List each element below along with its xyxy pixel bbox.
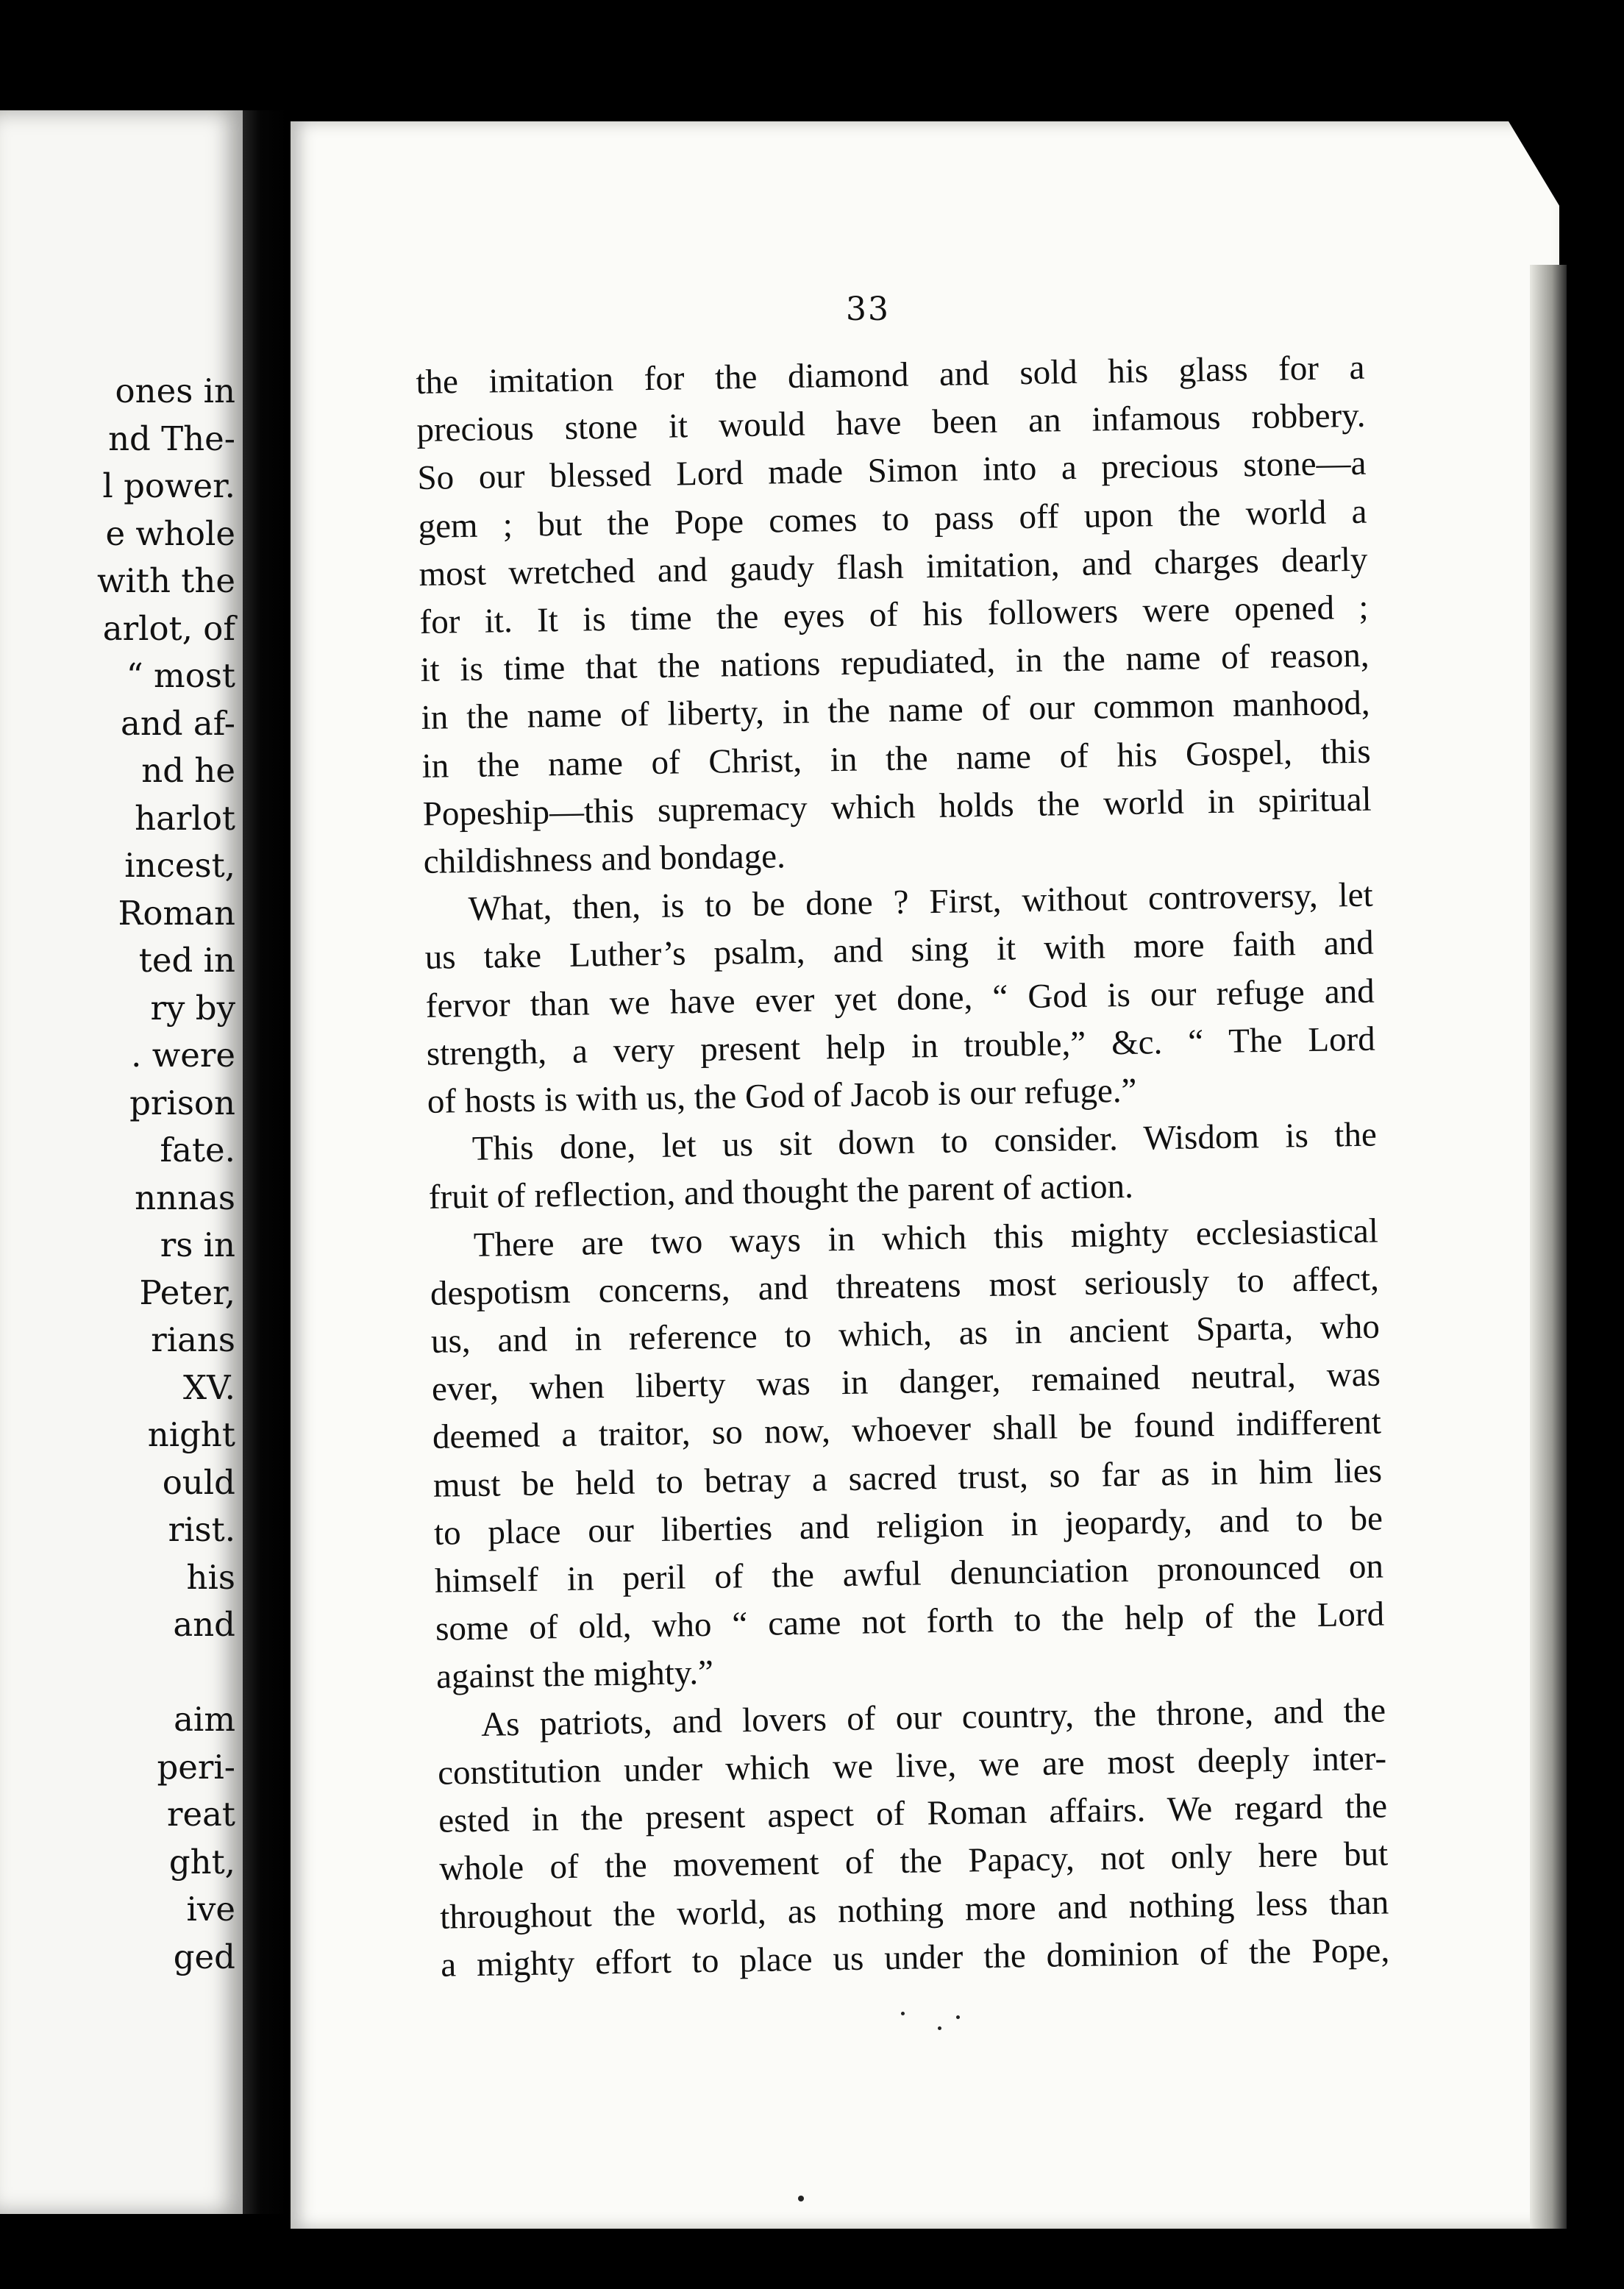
body-line: some of old, who “ came not forth to the help of the Lord: [435, 1595, 1385, 1649]
facing-page-line: fate.: [160, 1131, 235, 1170]
body-line: the imitation for the diamond and sold his glass for a: [416, 348, 1365, 402]
facing-page-line: reat: [166, 1795, 235, 1834]
facing-page-line: and af-: [120, 703, 235, 743]
facing-page-line: ry by: [150, 988, 235, 1028]
body-line: precious stone it would have been an infamous robbery.: [416, 396, 1366, 450]
body-line: gem ; but the Pope comes to pass off upon the world a: [418, 492, 1367, 546]
facing-page-line: and: [173, 1605, 235, 1644]
body-line: deemed a traitor, so now, whoever shall be found indifferent: [432, 1403, 1382, 1457]
body-line: in the name of liberty, in the name of our common manhood,: [421, 684, 1370, 738]
facing-page-line: l power.: [102, 466, 235, 505]
print-speck: [798, 2196, 804, 2201]
facing-page-line: arlot, of: [102, 608, 235, 648]
facing-page-line: incest,: [124, 846, 235, 885]
body-line: What, then, is to be done ? First, without controversy, let: [468, 875, 1374, 929]
facing-page-line: XV.: [183, 1367, 235, 1407]
facing-page-line: nd The-: [108, 419, 235, 458]
facing-page-line: nd he: [141, 751, 235, 790]
facing-page-line: . were: [131, 1036, 235, 1075]
facing-page-line: harlot: [135, 798, 235, 838]
body-line: fruit of reflection, and thought the parent of action.: [428, 1167, 1134, 1217]
body-line: us, and in reference to which, as in ancient Sparta, who: [430, 1307, 1381, 1361]
body-line: despotism concerns, and threatens most seriously to affect,: [430, 1259, 1380, 1313]
facing-page-line: aim: [174, 1700, 235, 1739]
body-line: So our blessed Lord made Simon into a precious stone—a: [417, 444, 1367, 498]
page-number: 33: [846, 291, 890, 328]
print-speck: [901, 2012, 905, 2015]
facing-page-line: ged: [173, 1937, 235, 1976]
body-line: As patriots, and lovers of our country, the throne, and the: [480, 1691, 1386, 1744]
facing-page-line: “ most: [126, 656, 235, 695]
facing-page-line: rist.: [168, 1510, 235, 1549]
page-edge-shadow: [1530, 265, 1567, 2229]
facing-page-text: [0, 368, 235, 1981]
body-line: Popeship—this supremacy which holds the world in spiritual: [422, 780, 1372, 833]
print-speck: [956, 2015, 960, 2019]
facing-page-left: [0, 110, 243, 2214]
body-line: must be held to betray a sacred trust, so far as in him lies: [432, 1451, 1383, 1505]
body-line: throughout the world, as nothing more and nothing less than: [439, 1882, 1389, 1937]
body-line: whole of the movement of the Papacy, not only here but: [438, 1834, 1389, 1889]
facing-page-line: e whole: [105, 513, 235, 553]
facing-page-line: rs in: [160, 1225, 235, 1264]
facing-page-line: with the: [97, 561, 235, 600]
facing-page-line: ones in: [115, 371, 235, 410]
body-line: of hosts is with us, the God of Jacob is our refuge.”: [427, 1071, 1137, 1121]
body-line: There are two ways in which this mighty ecclesiastical: [473, 1211, 1379, 1264]
facing-page-line: ght,: [168, 1842, 235, 1882]
body-line: for it. It is time the eyes of his followers were opened ;: [419, 588, 1369, 641]
facing-page-line: Peter,: [139, 1272, 235, 1312]
body-line: most wretched and gaudy flash imitation, and charges dearly: [419, 540, 1368, 594]
body-line: ever, when liberty was in danger, remained neutral, was: [431, 1355, 1381, 1409]
body-line: fervor than we have ever yet done, “ God is our refuge and: [425, 972, 1375, 1025]
facing-page-line: nnnas: [135, 1178, 235, 1217]
facing-page-line: ould: [162, 1462, 235, 1502]
facing-page-line: prison: [129, 1083, 235, 1122]
print-speck: [938, 2026, 941, 2030]
body-line: in the name of Christ, in the name of his Gospel, this: [421, 732, 1371, 786]
body-line: constitution under which we live, we are most deeply inter-: [437, 1739, 1387, 1793]
body-line: strength, a very present help in trouble,” &c. “ The Lord: [426, 1019, 1376, 1073]
body-line: himself in peril of the awful denunciation pronounced on: [434, 1547, 1384, 1601]
facing-page-line: rians: [151, 1320, 235, 1359]
body-line: ested in the present aspect of Roman affairs. We regard the: [438, 1787, 1388, 1840]
body-line: to place our liberties and religion in jeopardy, and to be: [433, 1499, 1383, 1553]
page-body-text: [416, 344, 1390, 1990]
body-line: childishness and bondage.: [423, 837, 786, 881]
facing-page-line: ted in: [138, 941, 235, 980]
body-line: us take Luther’s psalm, and sing it with more faith and: [424, 924, 1375, 978]
facing-page-line: his: [186, 1557, 235, 1597]
facing-page-line: ive: [186, 1890, 235, 1929]
book-gutter: [243, 110, 287, 2214]
facing-page-line: [0, 1649, 235, 1697]
body-line: a mighty effort to place us under the dominion of the Pope,: [440, 1931, 1390, 1984]
facing-page-line: peri-: [157, 1747, 235, 1787]
facing-page-line: night: [147, 1415, 235, 1454]
body-line: against the mighty.”: [435, 1653, 714, 1697]
body-line: it is time that the nations repudiated, in the name of reason,: [420, 636, 1370, 690]
body-line: This done, let us sit down to consider. Wisdom is the: [471, 1115, 1378, 1169]
facing-page-line: Roman: [118, 893, 235, 933]
